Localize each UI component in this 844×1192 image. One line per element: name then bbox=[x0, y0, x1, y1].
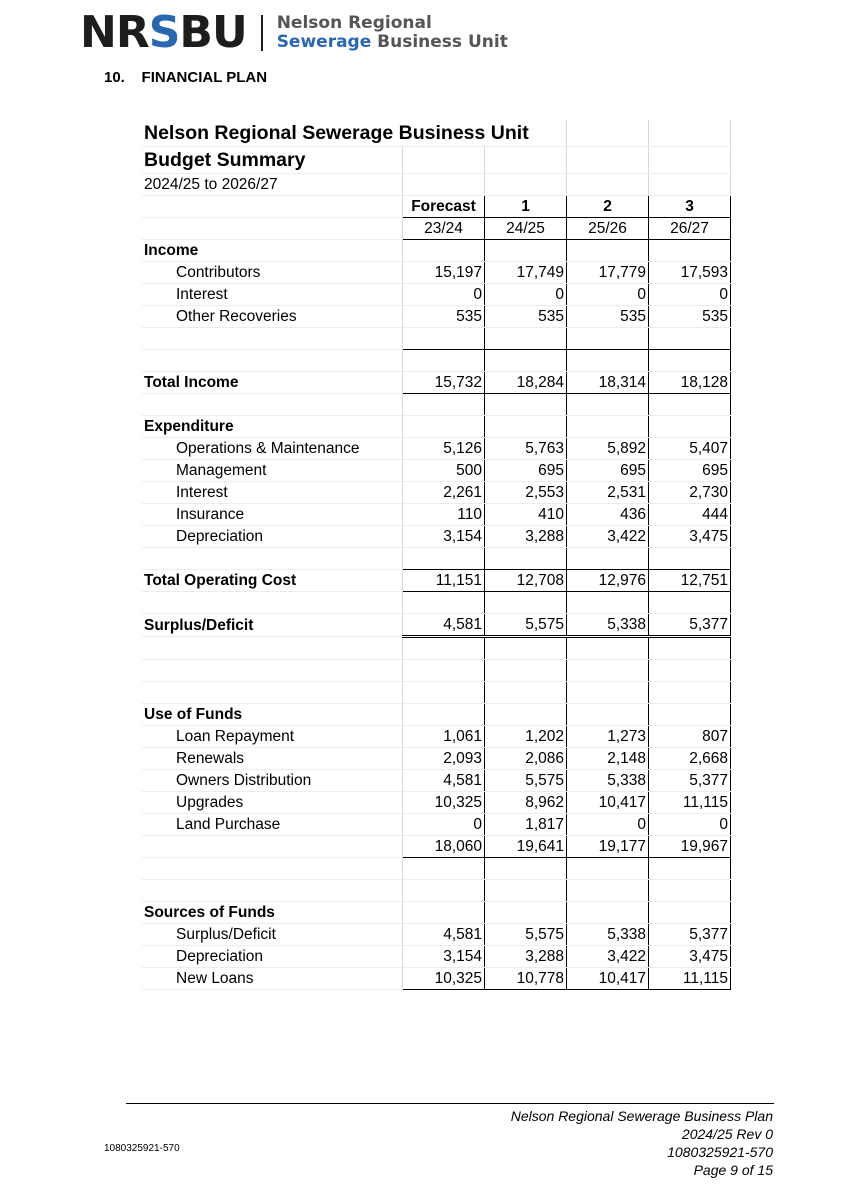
table-cell bbox=[649, 350, 731, 372]
table-cell bbox=[485, 548, 567, 570]
value-cell: 5,377 bbox=[649, 770, 731, 792]
value-cell: 3,288 bbox=[485, 526, 567, 548]
table-title: Nelson Regional Sewerage Business Unit bbox=[142, 120, 567, 147]
value-cell: 12,708 bbox=[485, 570, 567, 592]
table-cell bbox=[567, 592, 649, 614]
value-cell: 19,177 bbox=[567, 836, 649, 858]
table-cell bbox=[142, 548, 174, 570]
row-label: Operations & Maintenance bbox=[174, 438, 403, 460]
table-cell bbox=[485, 682, 567, 704]
footer-doc-title: Nelson Regional Sewerage Business Plan bbox=[510, 1108, 773, 1124]
value-cell: 0 bbox=[649, 814, 731, 836]
value-cell: 15,732 bbox=[403, 372, 485, 394]
value-cell: 12,751 bbox=[649, 570, 731, 592]
value-cell: 5,338 bbox=[567, 770, 649, 792]
value-cell: 10,325 bbox=[403, 792, 485, 814]
table-cell bbox=[142, 968, 174, 990]
table-row bbox=[142, 240, 731, 262]
table-row bbox=[142, 836, 731, 858]
value-cell: 535 bbox=[403, 306, 485, 328]
table-cell bbox=[174, 836, 403, 858]
table-cell bbox=[649, 548, 731, 570]
table-cell bbox=[567, 548, 649, 570]
value-cell: 1,061 bbox=[403, 726, 485, 748]
value-cell: 2,148 bbox=[567, 748, 649, 770]
row-label: Upgrades bbox=[174, 792, 403, 814]
table-cell bbox=[142, 460, 174, 482]
column-year: 26/27 bbox=[649, 218, 731, 240]
value-cell: 8,962 bbox=[485, 792, 567, 814]
logo-line-2: Sewerage Business Unit bbox=[276, 32, 508, 52]
value-cell: 695 bbox=[567, 460, 649, 482]
value-cell: 535 bbox=[485, 306, 567, 328]
value-cell: 5,763 bbox=[485, 438, 567, 460]
value-cell: 4,581 bbox=[403, 924, 485, 946]
table-cell bbox=[649, 704, 731, 726]
table-cell bbox=[649, 240, 731, 262]
value-cell: 5,338 bbox=[567, 924, 649, 946]
table-row bbox=[142, 726, 731, 748]
row-label: Depreciation bbox=[174, 946, 403, 968]
table-cell bbox=[485, 394, 567, 416]
table-cell bbox=[649, 660, 731, 682]
table-cell bbox=[142, 770, 174, 792]
table-row bbox=[142, 902, 731, 924]
table-cell bbox=[567, 880, 649, 902]
value-cell: 10,417 bbox=[567, 968, 649, 990]
table-cell bbox=[403, 328, 485, 350]
table-row bbox=[142, 147, 731, 174]
value-cell: 10,417 bbox=[567, 792, 649, 814]
table-cell bbox=[649, 416, 731, 438]
table-cell bbox=[485, 328, 567, 350]
table-row bbox=[142, 394, 731, 416]
column-year: 25/26 bbox=[567, 218, 649, 240]
table-cell bbox=[403, 416, 485, 438]
table-cell bbox=[567, 902, 649, 924]
table-cell bbox=[649, 592, 731, 614]
value-cell: 2,668 bbox=[649, 748, 731, 770]
value-cell: 2,261 bbox=[403, 482, 485, 504]
total-label: Total Income bbox=[142, 372, 403, 394]
table-row bbox=[142, 372, 731, 394]
value-cell: 18,128 bbox=[649, 372, 731, 394]
table-cell bbox=[485, 704, 567, 726]
value-cell: 11,151 bbox=[403, 570, 485, 592]
column-year: 24/25 bbox=[485, 218, 567, 240]
table-cell bbox=[142, 284, 174, 306]
value-cell: 10,778 bbox=[485, 968, 567, 990]
table-cell bbox=[649, 328, 731, 350]
value-cell: 5,892 bbox=[567, 438, 649, 460]
row-label: Insurance bbox=[174, 504, 403, 526]
value-cell: 17,749 bbox=[485, 262, 567, 284]
value-cell: 10,325 bbox=[403, 968, 485, 990]
table-cell bbox=[567, 350, 649, 372]
table-cell bbox=[485, 240, 567, 262]
value-cell: 0 bbox=[567, 284, 649, 306]
table-cell bbox=[567, 120, 649, 147]
value-cell: 410 bbox=[485, 504, 567, 526]
value-cell: 11,115 bbox=[649, 968, 731, 990]
value-cell: 11,115 bbox=[649, 792, 731, 814]
table-cell bbox=[485, 147, 567, 174]
section-label: Use of Funds bbox=[142, 704, 403, 726]
table-row bbox=[142, 350, 731, 372]
table-row bbox=[142, 924, 731, 946]
table-cell bbox=[142, 637, 174, 660]
value-cell: 535 bbox=[649, 306, 731, 328]
table-cell bbox=[174, 682, 403, 704]
value-cell: 0 bbox=[403, 284, 485, 306]
value-cell: 110 bbox=[403, 504, 485, 526]
table-cell bbox=[142, 726, 174, 748]
table-row bbox=[142, 682, 731, 704]
table-cell bbox=[142, 350, 174, 372]
table-cell bbox=[142, 880, 174, 902]
table-cell bbox=[403, 240, 485, 262]
table-subtitle: Budget Summary bbox=[142, 147, 403, 174]
table-cell bbox=[649, 147, 731, 174]
table-cell bbox=[403, 548, 485, 570]
table-cell bbox=[567, 394, 649, 416]
table-cell bbox=[142, 196, 174, 218]
table-cell bbox=[567, 328, 649, 350]
row-label: Management bbox=[174, 460, 403, 482]
value-cell: 5,377 bbox=[649, 924, 731, 946]
table-row bbox=[142, 770, 731, 792]
table-row bbox=[142, 460, 731, 482]
table-row bbox=[142, 196, 731, 218]
logo-mark: NRSBU bbox=[80, 7, 247, 58]
value-cell: 444 bbox=[649, 504, 731, 526]
table-cell bbox=[142, 836, 174, 858]
table-cell bbox=[403, 858, 485, 880]
value-cell: 5,338 bbox=[567, 614, 649, 637]
value-cell: 807 bbox=[649, 726, 731, 748]
table-cell bbox=[403, 902, 485, 924]
table-cell bbox=[142, 682, 174, 704]
table-cell bbox=[649, 120, 731, 147]
table-cell bbox=[485, 174, 567, 196]
table-cell bbox=[403, 592, 485, 614]
table-cell bbox=[649, 682, 731, 704]
row-label: Interest bbox=[174, 482, 403, 504]
value-cell: 5,126 bbox=[403, 438, 485, 460]
table-row bbox=[142, 637, 731, 660]
table-cell bbox=[649, 880, 731, 902]
footer-reference: 1080325921-570 bbox=[104, 1143, 180, 1154]
footer-revision: 2024/25 Rev 0 bbox=[681, 1126, 773, 1142]
table-row bbox=[142, 614, 731, 637]
table-cell bbox=[485, 350, 567, 372]
value-cell: 0 bbox=[403, 814, 485, 836]
value-cell: 3,475 bbox=[649, 526, 731, 548]
table-cell bbox=[142, 262, 174, 284]
value-cell: 19,641 bbox=[485, 836, 567, 858]
table-cell bbox=[403, 350, 485, 372]
table-cell bbox=[403, 174, 485, 196]
table-cell bbox=[142, 792, 174, 814]
table-row bbox=[142, 416, 731, 438]
table-row bbox=[142, 968, 731, 990]
table-cell bbox=[485, 592, 567, 614]
total-label: Total Operating Cost bbox=[142, 570, 403, 592]
table-cell bbox=[485, 660, 567, 682]
section-heading bbox=[104, 69, 267, 86]
column-header: Forecast bbox=[403, 196, 485, 218]
table-row bbox=[142, 592, 731, 614]
table-cell bbox=[174, 196, 403, 218]
table-row bbox=[142, 748, 731, 770]
table-cell bbox=[485, 902, 567, 924]
table-cell bbox=[567, 637, 649, 660]
table-cell bbox=[403, 880, 485, 902]
table-row bbox=[142, 218, 731, 240]
table-row bbox=[142, 792, 731, 814]
table-row bbox=[142, 704, 731, 726]
table-row bbox=[142, 306, 731, 328]
footer-page-number: Page 9 of 15 bbox=[693, 1162, 773, 1178]
value-cell: 12,976 bbox=[567, 570, 649, 592]
table-row bbox=[142, 262, 731, 284]
value-cell: 2,553 bbox=[485, 482, 567, 504]
row-label: New Loans bbox=[174, 968, 403, 990]
table-cell bbox=[142, 438, 174, 460]
table-cell bbox=[567, 416, 649, 438]
table-cell bbox=[567, 147, 649, 174]
table-cell bbox=[485, 858, 567, 880]
value-cell: 500 bbox=[403, 460, 485, 482]
table-cell bbox=[567, 240, 649, 262]
row-label: Other Recoveries bbox=[174, 306, 403, 328]
table-cell bbox=[142, 218, 174, 240]
table-cell bbox=[403, 704, 485, 726]
table-row bbox=[142, 120, 731, 147]
row-label: Owners Distribution bbox=[174, 770, 403, 792]
value-cell: 3,154 bbox=[403, 946, 485, 968]
table-row bbox=[142, 570, 731, 592]
table-cell bbox=[174, 394, 403, 416]
table-cell bbox=[567, 174, 649, 196]
value-cell: 2,531 bbox=[567, 482, 649, 504]
table-cell bbox=[174, 218, 403, 240]
table-cell bbox=[142, 328, 174, 350]
table-row bbox=[142, 660, 731, 682]
table-row bbox=[142, 548, 731, 570]
table-cell bbox=[403, 660, 485, 682]
row-label: Depreciation bbox=[174, 526, 403, 548]
value-cell: 3,288 bbox=[485, 946, 567, 968]
section-label: Sources of Funds bbox=[142, 902, 403, 924]
column-header: 2 bbox=[567, 196, 649, 218]
value-cell: 5,575 bbox=[485, 924, 567, 946]
table-cell bbox=[485, 637, 567, 660]
table-row bbox=[142, 880, 731, 902]
value-cell: 436 bbox=[567, 504, 649, 526]
value-cell: 0 bbox=[567, 814, 649, 836]
value-cell: 18,060 bbox=[403, 836, 485, 858]
row-label: Land Purchase bbox=[174, 814, 403, 836]
table-cell bbox=[567, 704, 649, 726]
table-cell bbox=[142, 748, 174, 770]
table-cell bbox=[649, 902, 731, 924]
table-row bbox=[142, 482, 731, 504]
section-number: 10. bbox=[104, 69, 125, 86]
table-cell bbox=[403, 394, 485, 416]
table-row bbox=[142, 284, 731, 306]
section-label: Income bbox=[142, 240, 403, 262]
value-cell: 18,284 bbox=[485, 372, 567, 394]
value-cell: 18,314 bbox=[567, 372, 649, 394]
table-row bbox=[142, 174, 731, 196]
value-cell: 3,475 bbox=[649, 946, 731, 968]
table-row bbox=[142, 526, 731, 548]
table-cell bbox=[142, 814, 174, 836]
logo-divider bbox=[261, 15, 263, 51]
budget-summary-table bbox=[142, 120, 731, 990]
logo-text bbox=[277, 14, 508, 52]
table-row bbox=[142, 328, 731, 350]
footer-doc-number: 1080325921-570 bbox=[667, 1144, 773, 1160]
table-row bbox=[142, 814, 731, 836]
table-cell bbox=[142, 306, 174, 328]
value-cell: 5,377 bbox=[649, 614, 731, 637]
table-cell bbox=[174, 592, 403, 614]
value-cell: 535 bbox=[567, 306, 649, 328]
row-label: Surplus/Deficit bbox=[174, 924, 403, 946]
value-cell: 5,575 bbox=[485, 614, 567, 637]
table-cell bbox=[174, 637, 403, 660]
table-row bbox=[142, 504, 731, 526]
value-cell: 2,730 bbox=[649, 482, 731, 504]
row-label: Interest bbox=[174, 284, 403, 306]
table-row bbox=[142, 858, 731, 880]
table-cell bbox=[142, 946, 174, 968]
table-cell bbox=[567, 858, 649, 880]
table-cell bbox=[403, 637, 485, 660]
section-label: Expenditure bbox=[142, 416, 403, 438]
table-cell bbox=[649, 174, 731, 196]
value-cell: 1,273 bbox=[567, 726, 649, 748]
value-cell: 4,581 bbox=[403, 770, 485, 792]
value-cell: 695 bbox=[649, 460, 731, 482]
table-cell bbox=[142, 394, 174, 416]
value-cell: 5,407 bbox=[649, 438, 731, 460]
value-cell: 4,581 bbox=[403, 614, 485, 637]
table-cell bbox=[142, 592, 174, 614]
row-label: Contributors bbox=[174, 262, 403, 284]
table-cell bbox=[649, 858, 731, 880]
table-row bbox=[142, 946, 731, 968]
table-cell bbox=[142, 660, 174, 682]
table-cell bbox=[649, 637, 731, 660]
table-cell bbox=[567, 660, 649, 682]
table-cell bbox=[142, 504, 174, 526]
value-cell: 19,967 bbox=[649, 836, 731, 858]
footer-doc-info bbox=[511, 1107, 773, 1179]
value-cell: 1,202 bbox=[485, 726, 567, 748]
value-cell: 17,593 bbox=[649, 262, 731, 284]
row-label: Renewals bbox=[174, 748, 403, 770]
logo-line-1: Nelson Regional bbox=[276, 13, 432, 33]
table-cell bbox=[485, 416, 567, 438]
table-cell bbox=[403, 682, 485, 704]
row-label: Loan Repayment bbox=[174, 726, 403, 748]
table-cell bbox=[403, 147, 485, 174]
value-cell: 17,779 bbox=[567, 262, 649, 284]
table-row bbox=[142, 438, 731, 460]
nrsbu-logo bbox=[80, 8, 508, 58]
column-header: 1 bbox=[485, 196, 567, 218]
table-cell bbox=[485, 880, 567, 902]
value-cell: 2,093 bbox=[403, 748, 485, 770]
value-cell: 3,422 bbox=[567, 946, 649, 968]
value-cell: 0 bbox=[649, 284, 731, 306]
table-cell bbox=[649, 394, 731, 416]
table-cell bbox=[174, 858, 403, 880]
table-cell bbox=[142, 858, 174, 880]
value-cell: 3,422 bbox=[567, 526, 649, 548]
table-period: 2024/25 to 2026/27 bbox=[142, 174, 403, 196]
table-cell bbox=[174, 328, 403, 350]
value-cell: 15,197 bbox=[403, 262, 485, 284]
table-cell bbox=[174, 548, 403, 570]
column-year: 23/24 bbox=[403, 218, 485, 240]
value-cell: 5,575 bbox=[485, 770, 567, 792]
footer-rule bbox=[126, 1103, 774, 1104]
table-cell bbox=[567, 682, 649, 704]
value-cell: 3,154 bbox=[403, 526, 485, 548]
value-cell: 695 bbox=[485, 460, 567, 482]
table-cell bbox=[174, 350, 403, 372]
table-cell bbox=[142, 482, 174, 504]
section-title: FINANCIAL PLAN bbox=[141, 69, 268, 86]
value-cell: 0 bbox=[485, 284, 567, 306]
table-cell bbox=[142, 526, 174, 548]
value-cell: 2,086 bbox=[485, 748, 567, 770]
total-label: Surplus/Deficit bbox=[142, 614, 403, 637]
value-cell: 1,817 bbox=[485, 814, 567, 836]
column-header: 3 bbox=[649, 196, 731, 218]
table-cell bbox=[142, 924, 174, 946]
table-cell bbox=[174, 660, 403, 682]
table-cell bbox=[174, 880, 403, 902]
